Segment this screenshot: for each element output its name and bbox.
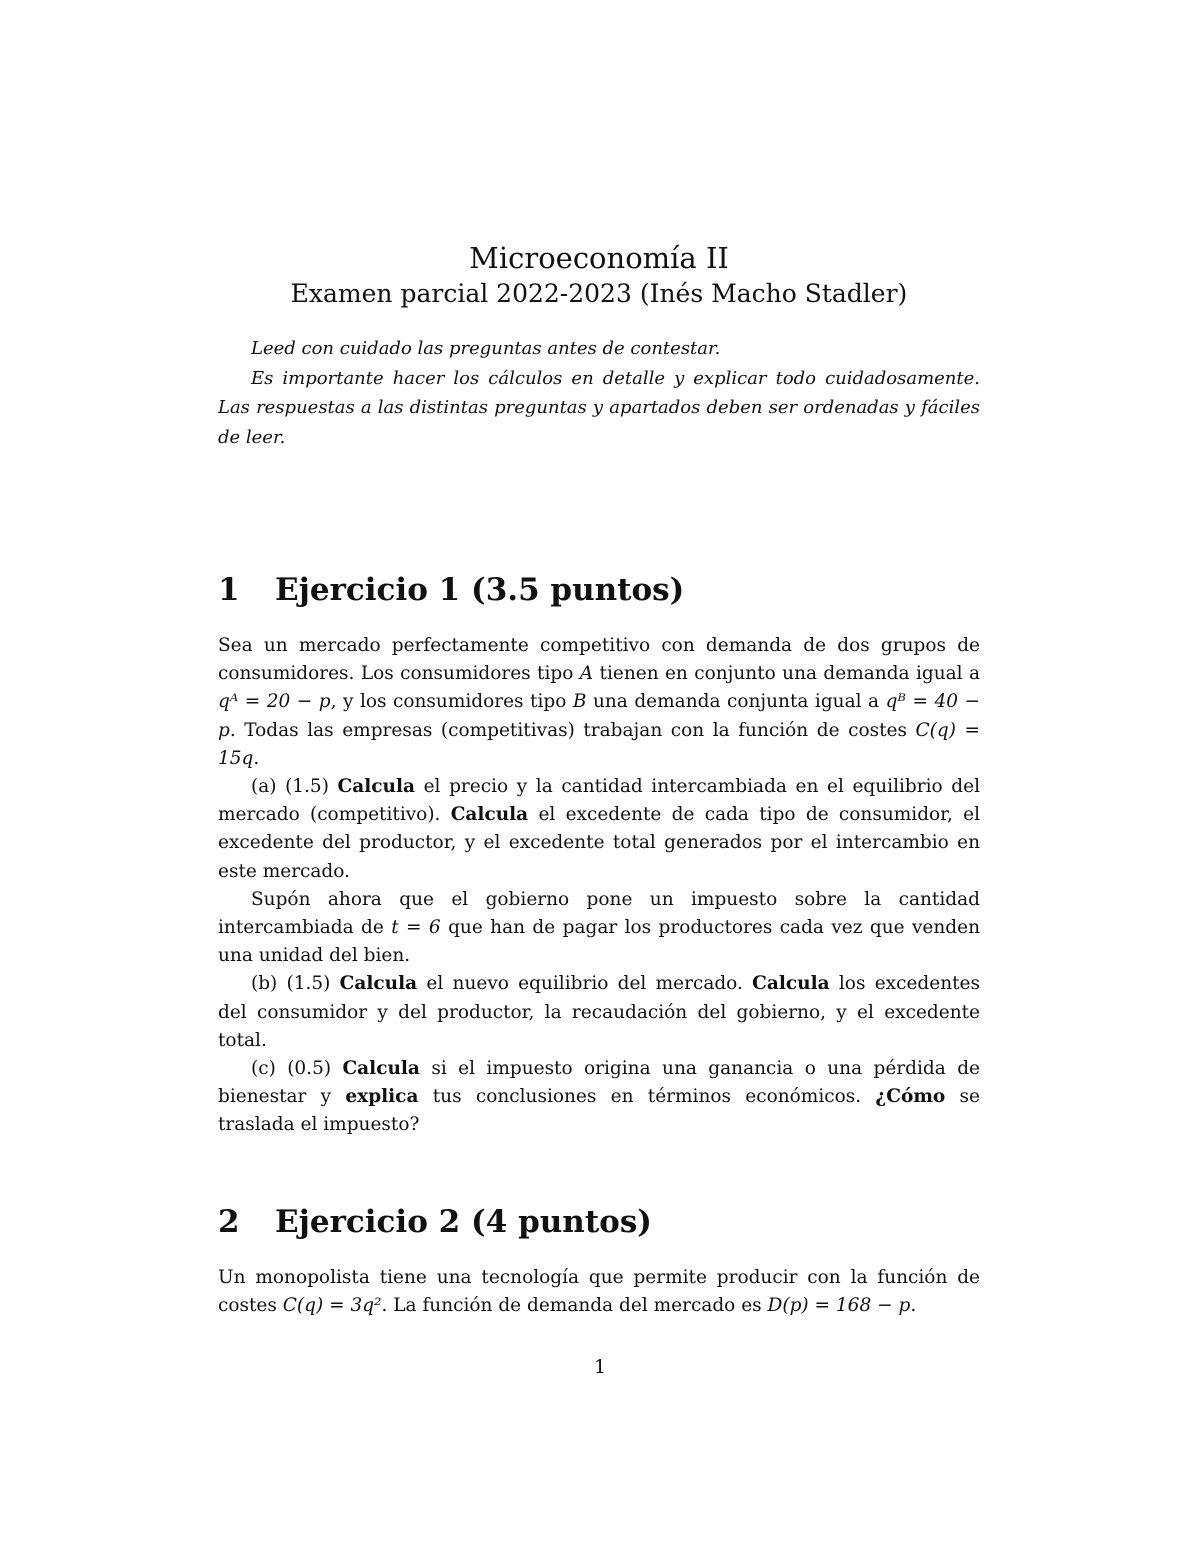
exercise-2-body <box>218 1264 980 1320</box>
keyword: ¿Cómo <box>875 1086 946 1108</box>
document-subtitle: Examen parcial 2022-2023 (Inés Macho Stadler) <box>290 279 908 308</box>
keyword: explica <box>345 1086 419 1108</box>
instruction-line-2: Es importante hacer los cálculos en detalle y explicar todo cuidadosamente. Las respuestas a las distintas preguntas y apartados deben ser ordenadas y fáciles de leer. <box>218 367 980 448</box>
math-tax: t = 6 <box>391 917 441 939</box>
text-run: si el impuesto origina una ganancia o una pérdida de bienestar y <box>218 1058 980 1108</box>
text-run: los excedentes del consumidor y del productor, la recaudación del gobierno, y el excedente total. <box>218 973 980 1051</box>
part-label: (c) (0.5) <box>251 1058 343 1080</box>
keyword: Calcula <box>337 776 415 798</box>
math-demand-function: D(p) = 168 − p <box>767 1294 911 1316</box>
math-demand-b: qᴮ = 40 − p <box>218 691 980 741</box>
text-run: que han de pagar los productores cada vez que venden una unidad del bien. <box>218 917 980 967</box>
keyword: Calcula <box>752 973 830 995</box>
text-run: el precio y la cantidad intercambiada en el equilibrio del mercado (competitivo). <box>218 776 980 826</box>
instruction-line-1: Leed con cuidado las preguntas antes de contestar. <box>251 338 721 359</box>
exercise-1-part-a <box>218 773 980 886</box>
document-title: Microeconomía II <box>469 241 729 275</box>
text-run: tienen en conjunto una demanda igual a <box>593 663 980 685</box>
text-run: . <box>910 1294 917 1316</box>
exercise-1-body <box>218 632 980 1140</box>
exercise-1-number: 1 <box>218 572 240 608</box>
exercise-1-part-c <box>218 1055 980 1140</box>
part-label: (b) (1.5) <box>251 973 340 995</box>
text-run: el excedente de cada tipo de consumidor, el excedente del productor, y el excedente total generados por el intercambio en este mercado. <box>218 804 981 882</box>
text-run: tus conclusiones en términos económicos. <box>418 1086 876 1108</box>
math-cost-function: C(q) = 3q² <box>282 1294 382 1316</box>
exercise-2-number: 2 <box>218 1203 240 1240</box>
keyword: Calcula <box>450 804 529 826</box>
instructions <box>218 334 980 452</box>
exercise-1-heading <box>218 570 980 610</box>
exercise-2-heading <box>218 1202 980 1242</box>
keyword: Calcula <box>342 1058 420 1080</box>
text-run: el nuevo equilibrio del mercado. <box>417 973 753 995</box>
text-run: Un monopolista tiene una tecnología que permite producir con la función de costes <box>218 1266 980 1316</box>
text-run: una demanda conjunta igual a <box>586 691 886 713</box>
text-run: se traslada el impuesto? <box>218 1086 980 1136</box>
text-run: , y los consumidores tipo <box>330 691 573 713</box>
math-cost-function: C(q) = 15q <box>218 719 980 769</box>
text-run: Sea un mercado perfectamente competitivo con demanda de dos grupos de consumidores. Los consumidores tipo <box>218 635 980 685</box>
math-demand-a: qᴬ = 20 − p <box>218 691 331 713</box>
exercise-1-title: Ejercicio 1 (3.5 puntos) <box>275 572 685 608</box>
text-run: . Todas las empresas (competitivas) trabajan con la función de costes <box>229 719 916 741</box>
text-run: . <box>253 747 260 769</box>
exercise-1-intro <box>218 632 980 773</box>
math-var: B <box>572 691 587 713</box>
page-number: 1 <box>593 1356 607 1378</box>
text-run: Supón ahora que el gobierno pone un impuesto sobre la cantidad intercambiada de <box>218 888 980 939</box>
exercise-1-part-b <box>218 970 980 1055</box>
keyword: Calcula <box>339 973 418 995</box>
math-var: A <box>579 663 594 685</box>
exercise-2-intro <box>218 1264 980 1320</box>
exercise-1-tax-statement <box>218 886 980 971</box>
exercise-2-title: Ejercicio 2 (4 puntos) <box>275 1203 652 1240</box>
text-run: . La función de demanda del mercado es <box>381 1294 768 1316</box>
part-label: (a) (1.5) <box>251 776 338 798</box>
exam-page <box>218 240 980 1320</box>
